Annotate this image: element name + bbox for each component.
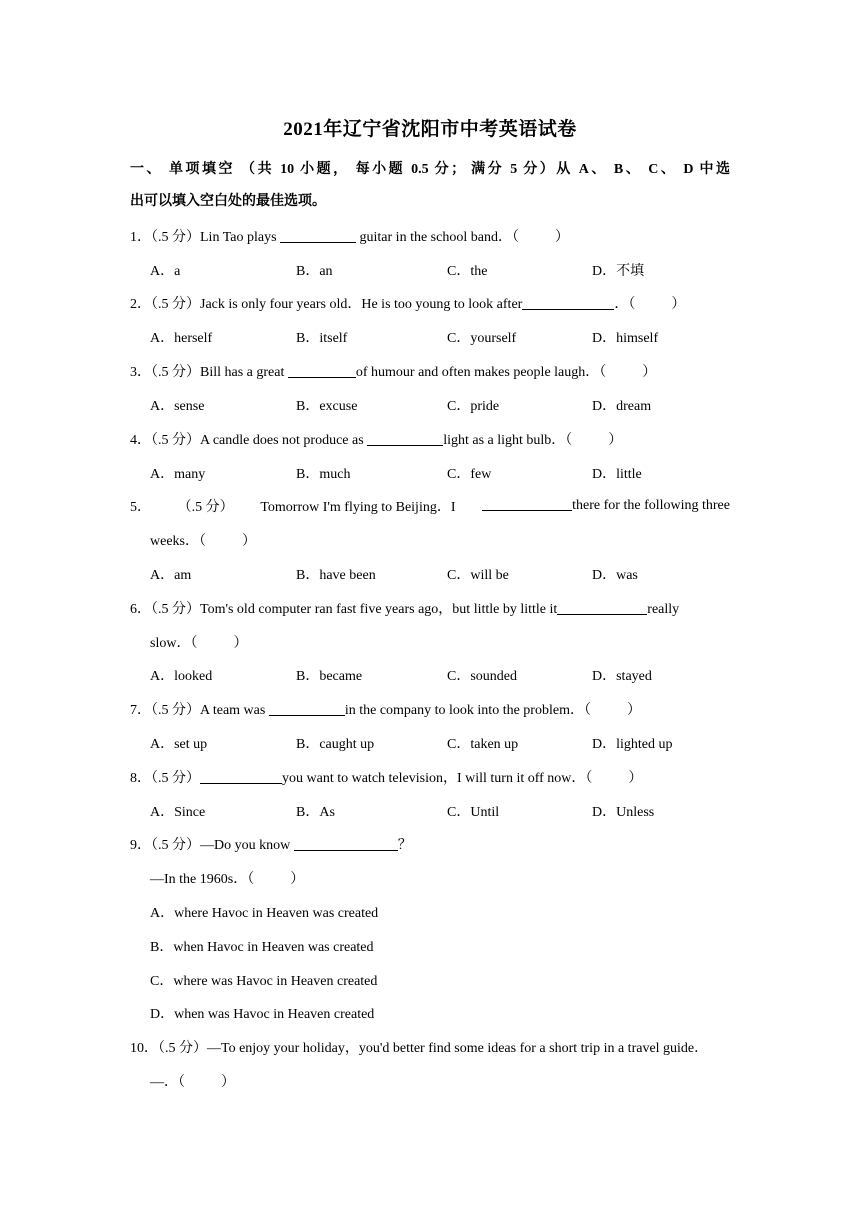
question-2 xyxy=(130,293,685,313)
question-text-pre: Bill has a great xyxy=(200,365,288,380)
section-instruction-line1: 一、 单项填空 （共 10 小题， 每小题 0.5 分； 满分 5 分）从 A、 B、 C、 D 中选 xyxy=(130,162,730,177)
option-a[interactable]: A．many xyxy=(150,467,206,482)
option-c[interactable]: C．sounded xyxy=(447,669,517,684)
question-text-pre: —Do you know xyxy=(200,838,294,853)
option-b[interactable]: B．caught up xyxy=(296,737,375,752)
question-text-pre: Jack is only four years old．He is too young to look after xyxy=(200,297,523,312)
question-10 xyxy=(130,1037,708,1057)
question-number: 2． xyxy=(130,297,151,312)
question-text-cont: slow．（ xyxy=(150,636,198,651)
options-7 xyxy=(150,733,750,751)
question-text-pre: Tomorrow I'm flying to Beijing．I xyxy=(260,500,456,515)
question-text-post: ？ xyxy=(397,838,412,853)
answer-blank xyxy=(557,600,647,615)
option-a[interactable]: A．Since xyxy=(150,805,206,820)
question-6-continued xyxy=(150,632,247,652)
question-score: （.5 分） xyxy=(151,602,200,617)
option-d[interactable]: D．when was Havoc in Heaven created xyxy=(150,1007,375,1022)
question-text-post: you want to watch television，I will turn it off now．（ xyxy=(282,771,593,786)
option-a[interactable]: A．where Havoc in Heaven was created xyxy=(150,906,379,921)
question-score: （.5 分） xyxy=(151,230,200,245)
question-3 xyxy=(130,361,656,381)
question-text-pre: Lin Tao plays xyxy=(200,230,281,245)
question-text-post: there for the following three xyxy=(572,498,730,513)
answer-blank xyxy=(269,701,345,716)
question-text-post: guitar in the school band．（ xyxy=(356,230,519,245)
option-a[interactable]: A．herself xyxy=(150,331,213,346)
question-score: （.5 分） xyxy=(158,1041,207,1056)
question-number: 1． xyxy=(130,230,151,245)
question-number: 3． xyxy=(130,365,151,380)
answer-blank xyxy=(522,295,614,310)
option-d[interactable]: D．Unless xyxy=(592,805,655,820)
question-score: （.5 分） xyxy=(151,297,200,312)
option-b[interactable]: B．As xyxy=(296,805,335,820)
question-4 xyxy=(130,429,622,449)
option-c[interactable]: C．few xyxy=(447,467,492,482)
option-d[interactable]: D．himself xyxy=(592,331,659,346)
question-5-continued xyxy=(150,530,256,550)
option-d[interactable]: D．lighted up xyxy=(592,737,673,752)
paren-close: ） xyxy=(642,365,657,380)
option-a[interactable]: A．sense xyxy=(150,399,205,414)
paren-close: ） xyxy=(290,872,305,887)
question-7 xyxy=(130,699,641,719)
options-8 xyxy=(150,801,750,819)
paren-close: ） xyxy=(554,230,569,245)
answer-blank xyxy=(200,769,282,784)
options-4 xyxy=(150,463,750,481)
question-score: （.5 分） xyxy=(151,433,200,448)
question-text-pre: —To enjoy your holiday，you'd better find some ideas for a short trip in a travel guide． xyxy=(207,1041,709,1056)
option-b[interactable]: B．much xyxy=(296,467,351,482)
question-text-pre: A team was xyxy=(200,703,269,718)
options-5 xyxy=(150,564,750,582)
question-text-pre: A candle does not produce as xyxy=(200,433,368,448)
option-d[interactable]: D．little xyxy=(592,467,642,482)
option-b[interactable]: B．when Havoc in Heaven was created xyxy=(150,940,374,955)
question-number: 6． xyxy=(130,602,151,617)
question-text-post: light as a light bulb．（ xyxy=(443,433,573,448)
question-text-cont: weeks．（ xyxy=(150,534,206,549)
paren-close: ） xyxy=(671,297,686,312)
dash: — xyxy=(150,1075,164,1090)
option-d[interactable]: D．dream xyxy=(592,399,652,414)
option-a[interactable]: A．a xyxy=(150,264,181,279)
question-number: 8． xyxy=(130,771,151,786)
question-10-answer-line xyxy=(150,1071,235,1091)
question-8 xyxy=(130,767,642,787)
paren-close: ） xyxy=(242,534,256,549)
options-1 xyxy=(150,260,750,278)
question-9 xyxy=(130,834,412,854)
section-instruction-line2: 出可以填入空白处的最佳选项。 xyxy=(130,194,326,209)
question-number: 7． xyxy=(130,703,151,718)
answer-blank xyxy=(482,496,572,511)
option-c[interactable]: C．pride xyxy=(447,399,500,414)
paren-close: ） xyxy=(233,636,248,651)
option-c[interactable]: C．will be xyxy=(447,568,509,583)
question-score: （.5 分） xyxy=(177,500,234,515)
option-a[interactable]: A．am xyxy=(150,568,192,583)
options-2 xyxy=(150,327,750,345)
option-b[interactable]: B．became xyxy=(296,669,363,684)
answer-blank xyxy=(294,836,398,851)
question-text-post: really xyxy=(647,602,680,617)
option-b[interactable]: B．have been xyxy=(296,568,376,583)
option-b[interactable]: B．excuse xyxy=(296,399,358,414)
option-c[interactable]: C．taken up xyxy=(447,737,519,752)
question-text-pre: Tom's old computer ran fast five years ago，but little by little it xyxy=(200,602,558,617)
paren-close: ） xyxy=(608,433,623,448)
option-b[interactable]: B．an xyxy=(296,264,333,279)
option-c[interactable]: C．yourself xyxy=(447,331,517,346)
question-text-post: of humour and often makes people laugh．（ xyxy=(355,365,607,380)
question-number: 4． xyxy=(130,433,151,448)
question-1 xyxy=(130,226,569,246)
option-c[interactable]: C．the xyxy=(447,264,488,279)
question-5 xyxy=(130,496,730,516)
question-number: 5． xyxy=(130,500,151,515)
question-score: （.5 分） xyxy=(151,365,200,380)
question-score: （.5 分） xyxy=(151,771,200,786)
question-text-post: ．（ xyxy=(614,297,636,312)
option-d[interactable]: D．was xyxy=(592,568,638,583)
paren-close: ） xyxy=(221,1075,235,1090)
options-3 xyxy=(150,395,750,413)
page-title: 2021年辽宁省沈阳市中考英语试卷 xyxy=(283,119,577,140)
question-number: 10． xyxy=(130,1041,158,1056)
options-6 xyxy=(150,665,750,683)
option-a[interactable]: A．looked xyxy=(150,669,213,684)
option-c[interactable]: C．Until xyxy=(447,805,500,820)
question-6 xyxy=(130,598,679,618)
option-c[interactable]: C．where was Havoc in Heaven created xyxy=(150,974,378,989)
answer-blank xyxy=(288,363,356,378)
question-text-cont: ．（ xyxy=(164,1075,185,1090)
option-d[interactable]: D．不填 xyxy=(592,264,645,279)
question-text-cont: —In the 1960s．（ xyxy=(150,872,255,887)
question-score: （.5 分） xyxy=(151,838,200,853)
option-a[interactable]: A．set up xyxy=(150,737,208,752)
paren-close: ） xyxy=(626,703,641,718)
option-d[interactable]: D．stayed xyxy=(592,669,652,684)
option-b[interactable]: B．itself xyxy=(296,331,348,346)
question-number: 9． xyxy=(130,838,151,853)
question-score: （.5 分） xyxy=(151,703,200,718)
paren-close: ） xyxy=(628,771,643,786)
question-text-post: in the company to look into the problem．（ xyxy=(344,703,591,718)
answer-blank xyxy=(367,431,443,446)
answer-blank xyxy=(280,228,356,243)
question-9-answer-line xyxy=(150,868,304,888)
